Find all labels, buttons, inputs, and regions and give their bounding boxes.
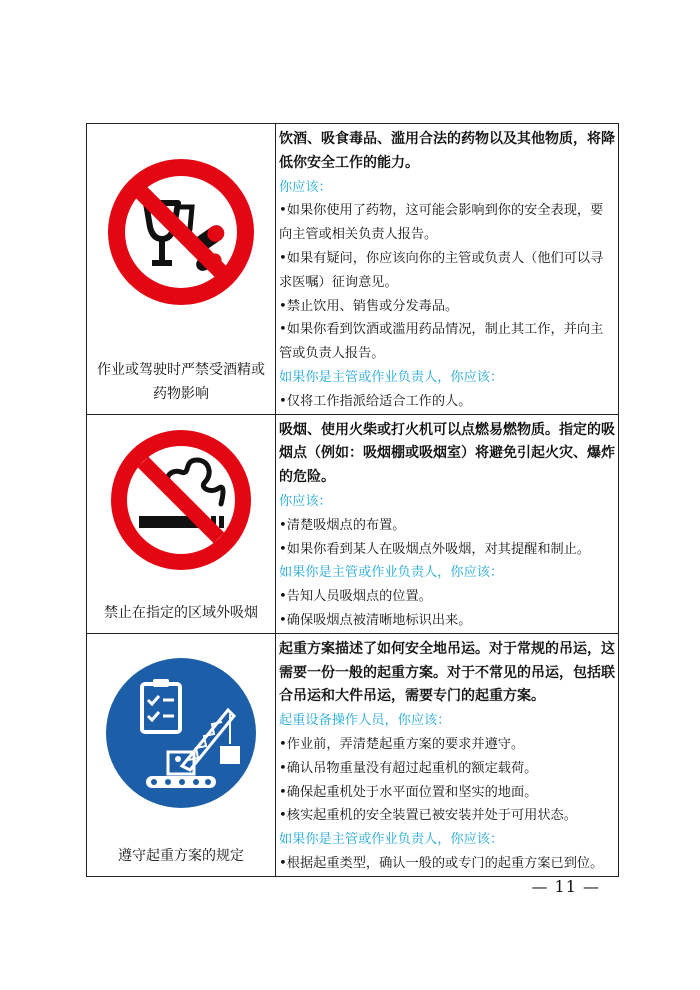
list-item: •确认吊物重量没有超过起重机的额定载荷。	[279, 760, 538, 776]
list-item: •仅将工作指派给适合工作的人。	[279, 393, 472, 409]
no-smoking-icon	[111, 430, 251, 570]
rule-text-cell	[276, 124, 619, 415]
sign-cell	[87, 633, 276, 876]
sign-caption: 禁止在指定的区域外吸烟	[104, 604, 258, 621]
section-heading: 如果你是主管或作业负责人，你应该：	[279, 832, 504, 848]
table-row	[87, 414, 619, 633]
section-heading: 如果你是主管或作业负责人，你应该：	[279, 565, 504, 581]
list-item: •告知人员吸烟点的位置。	[279, 589, 432, 605]
list-item: •根据起重类型，确认一般的或专门的起重方案已到位。	[279, 855, 604, 871]
rule-text-cell	[276, 414, 619, 633]
section-heading: 你应该：	[279, 179, 332, 195]
list-item: •如果有疑问，你应该向你的主管或负责人（他们可以寻求医嘱）征询意见。	[279, 250, 604, 290]
list-item: •如果你使用了药物，这可能会影响到你的安全表现，要向主管或相关负责人报告。	[279, 203, 604, 243]
sign-caption: 遵守起重方案的规定	[118, 847, 244, 864]
rule-lead: 吸烟、使用火柴或打火机可以点燃易燃物质。指定的吸烟点（例如：吸烟棚或吸烟室）将避免引起火灾、爆炸的危险。	[279, 421, 615, 486]
section-heading: 如果你是主管或作业负责人，你应该：	[279, 369, 504, 385]
rule-text-cell	[276, 633, 619, 876]
list-item: •如果你看到某人在吸烟点外吸烟，对其提醒和制止。	[279, 541, 591, 557]
table-row	[87, 633, 619, 876]
list-item: •确保吸烟点被清晰地标识出来。	[279, 612, 472, 628]
no-alcohol-drugs-icon	[108, 159, 254, 305]
sign-cell	[87, 124, 276, 415]
rule-lead: 饮酒、吸食毒品、滥用合法的药物以及其他物质，将降低你安全工作的能力。	[279, 131, 615, 171]
section-heading: 起重设备操作人员，你应该：	[279, 713, 451, 729]
crane-lifting-plan-icon	[106, 658, 256, 808]
rule-lead: 起重方案描述了如何安全地吊运。对于常规的吊运，这需要一份一般的起重方案。对于不常见的吊运，包括联合吊运和大件吊运，需要专门的起重方案。	[279, 640, 615, 705]
list-item: •如果你看到饮酒或滥用药品情况，制止其工作，并向主管或负责人报告。	[279, 322, 604, 362]
page-number: — 11 —	[531, 877, 600, 896]
table-row	[87, 124, 619, 415]
list-item: •作业前，弄清楚起重方案的要求并遵守。	[279, 736, 525, 752]
list-item: •清楚吸烟点的布置。	[279, 517, 406, 533]
sign-caption: 作业或驾驶时严禁受酒精或药物影响	[97, 361, 265, 402]
safety-rules-table	[86, 123, 619, 877]
list-item: •核实起重机的安全装置已被安装并处于可用状态。	[279, 808, 577, 824]
sign-cell	[87, 414, 276, 633]
list-item: •禁止饮用、销售或分发毒品。	[279, 298, 459, 314]
section-heading: 你应该：	[279, 493, 332, 509]
list-item: •确保起重机处于水平面位置和坚实的地面。	[279, 784, 538, 800]
